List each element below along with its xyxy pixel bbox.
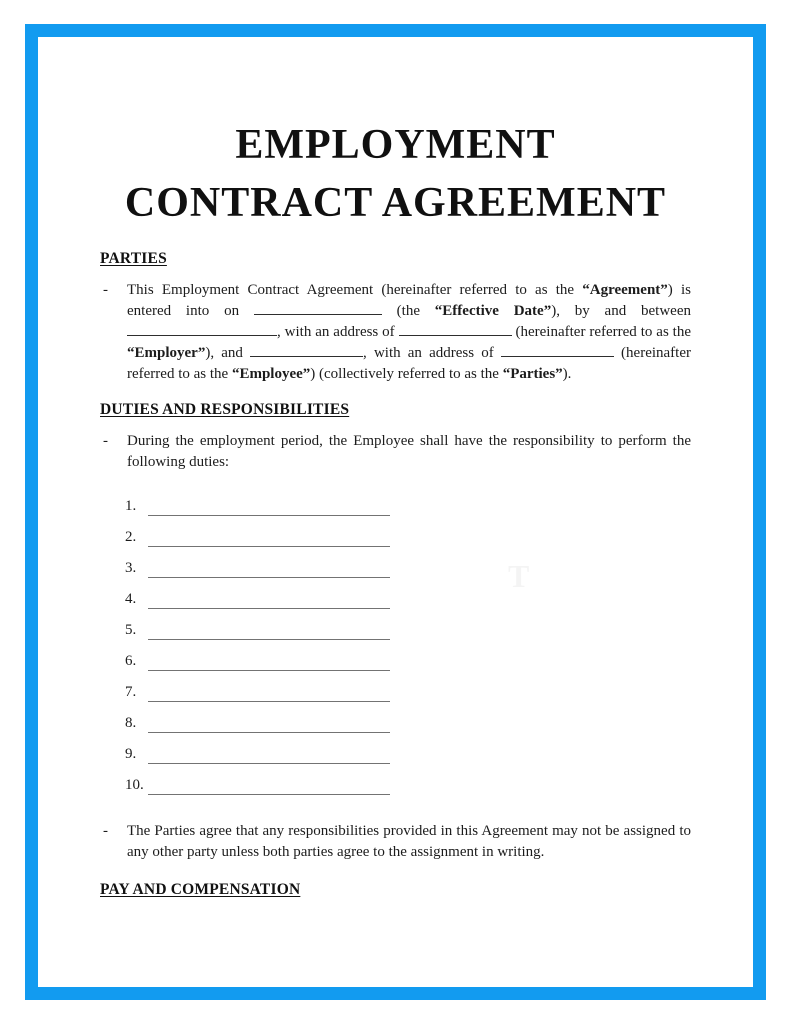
duty-number: 7. [125,684,137,700]
blank-line-effective-date [254,301,382,315]
blank-line-employee-address [501,343,614,357]
paragraph-text: ). [562,366,572,382]
parties-paragraph [127,280,691,385]
paragraph-text: ), and [205,345,251,361]
duty-row [125,609,691,640]
duty-row [125,516,691,547]
paragraph-text: ) is entered into on [127,282,691,319]
assignment-bullet [100,821,691,863]
paragraph-text: (the [381,303,435,319]
duty-blank-line [148,497,390,516]
duty-blank-line [148,559,390,578]
duty-number: 1. [125,498,137,514]
term-employee: “Employee” [231,366,311,382]
duty-blank-line [148,652,390,671]
duty-blank-line [148,590,390,609]
duty-row [125,578,691,609]
duty-row [125,640,691,671]
duty-blank-line [148,683,390,702]
duties-intro-text: During the employment period, the Employee shall have the responsibility to perform the following duties: [127,433,691,470]
term-employer: “Employer” [127,345,206,361]
title-line-2: CONTRACT AGREEMENT [124,180,667,226]
blank-line-employer-name [127,322,277,336]
duty-row [125,671,691,702]
duty-blank-line [148,528,390,547]
term-parties: “Parties” [502,366,563,382]
bullet-dash: - [103,282,108,298]
duty-number: 2. [125,529,137,545]
duty-blank-line [148,621,390,640]
duty-row [125,485,691,516]
duty-row [125,764,691,795]
document-title [100,116,691,232]
duty-row [125,733,691,764]
duty-number: 6. [125,653,137,669]
paragraph-text: (hereinafter referred to as the [127,345,691,382]
duties-intro-bullet [100,431,691,473]
duties-list [125,485,691,795]
bullet-dash: - [103,823,108,839]
duty-blank-line [148,776,390,795]
section-heading-pay: PAY AND COMPENSATION [100,881,301,898]
paragraph-text: This Employment Contract Agreement (hereinafter referred to as the [127,282,583,298]
term-agreement: “Agreement” [582,282,668,298]
title-line-1: EMPLOYMENT [235,122,556,168]
duty-row [125,702,691,733]
duty-blank-line [148,745,390,764]
duty-row [125,547,691,578]
paragraph-text: , with an address of [277,324,399,340]
parties-bullet [100,280,691,385]
assignment-text: The Parties agree that any responsibilities provided in this Agreement may not be assigned to any other party unless both parties agree to the assignment in writing. [127,823,691,860]
duty-number: 5. [125,622,137,638]
duty-number: 8. [125,715,137,731]
section-heading-duties: DUTIES AND RESPONSIBILITIES [100,401,350,418]
section-heading-parties: PARTIES [100,250,167,267]
paragraph-text: (hereinafter referred to as the [511,324,692,340]
duty-blank-line [148,714,390,733]
paragraph-text: ), by and between [551,303,691,319]
paragraph-text: ) (collectively referred to as the [310,366,503,382]
duty-number: 4. [125,591,137,607]
bullet-dash: - [103,433,108,449]
paragraph-text: , with an address of [363,345,501,361]
duty-number: 10. [125,777,144,793]
blank-line-employee-name [250,343,363,357]
duty-number: 9. [125,746,137,762]
duty-number: 3. [125,560,137,576]
blank-line-employer-address [399,322,512,336]
term-effective-date: “Effective Date” [434,303,552,319]
document-content [100,0,691,899]
